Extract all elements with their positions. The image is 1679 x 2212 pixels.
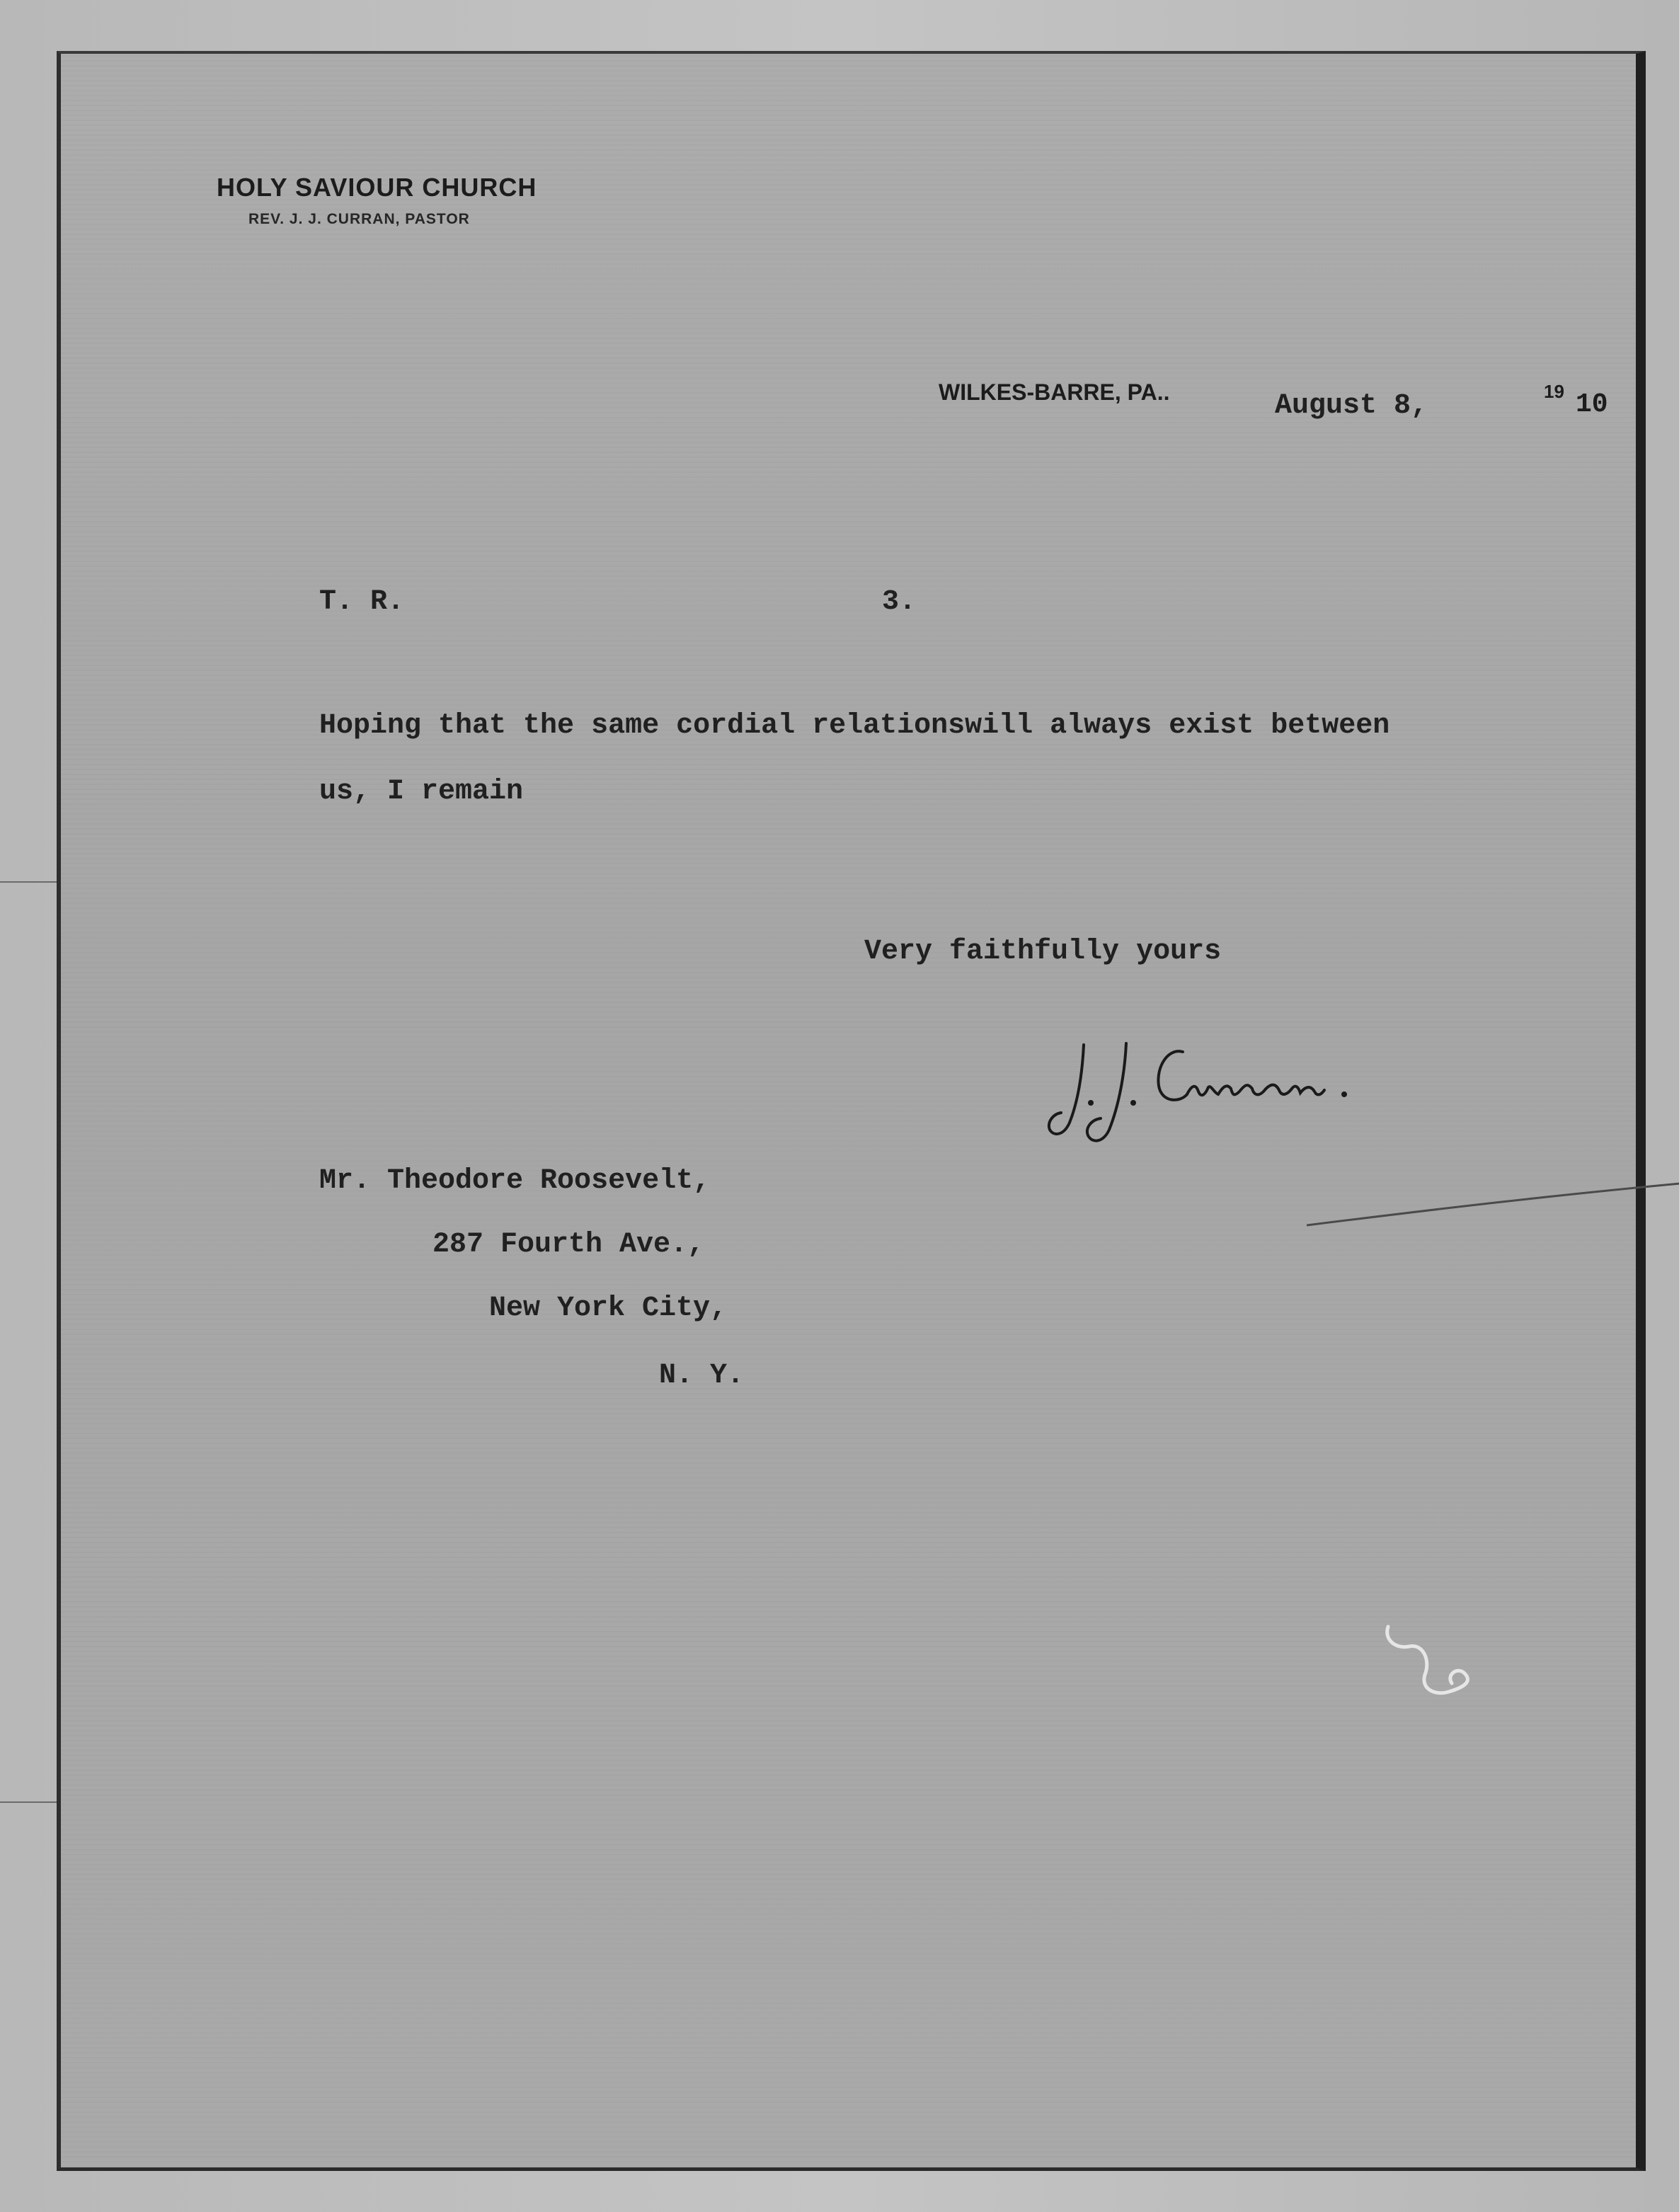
body-line: us, I remain	[319, 776, 524, 808]
background-edge-line	[0, 881, 57, 883]
letterhead-pastor: REV. J. J. CURRAN, PASTOR	[248, 211, 470, 227]
letter-year-prefix: 19	[1544, 381, 1564, 402]
handwritten-signature	[1041, 1024, 1395, 1151]
letter-year-suffix: 10	[1576, 389, 1608, 420]
closing-salutation: Very faithfully yours	[864, 936, 1222, 968]
letterhead-place: WILKES-BARRE, PA..	[939, 379, 1170, 405]
address-line: New York City,	[489, 1293, 728, 1324]
address-line: N. Y.	[659, 1360, 745, 1392]
pencil-annotation-mark	[1381, 1618, 1501, 1710]
letter-date: August 8,	[1275, 390, 1428, 422]
address-line: Mr. Theodore Roosevelt,	[319, 1165, 711, 1197]
paper-fold-crease	[1307, 1169, 1679, 1232]
body-line: Hoping that the same cordial relationswill always exist between	[319, 710, 1390, 742]
address-line: 287 Fourth Ave.,	[432, 1229, 705, 1261]
letter-sheet	[57, 51, 1646, 2171]
page-number: 3.	[882, 586, 917, 618]
letterhead-church-name: HOLY SAVIOUR CHURCH	[217, 173, 537, 202]
background-edge-line	[0, 1801, 57, 1803]
recipient-initials: T. R.	[319, 586, 405, 618]
